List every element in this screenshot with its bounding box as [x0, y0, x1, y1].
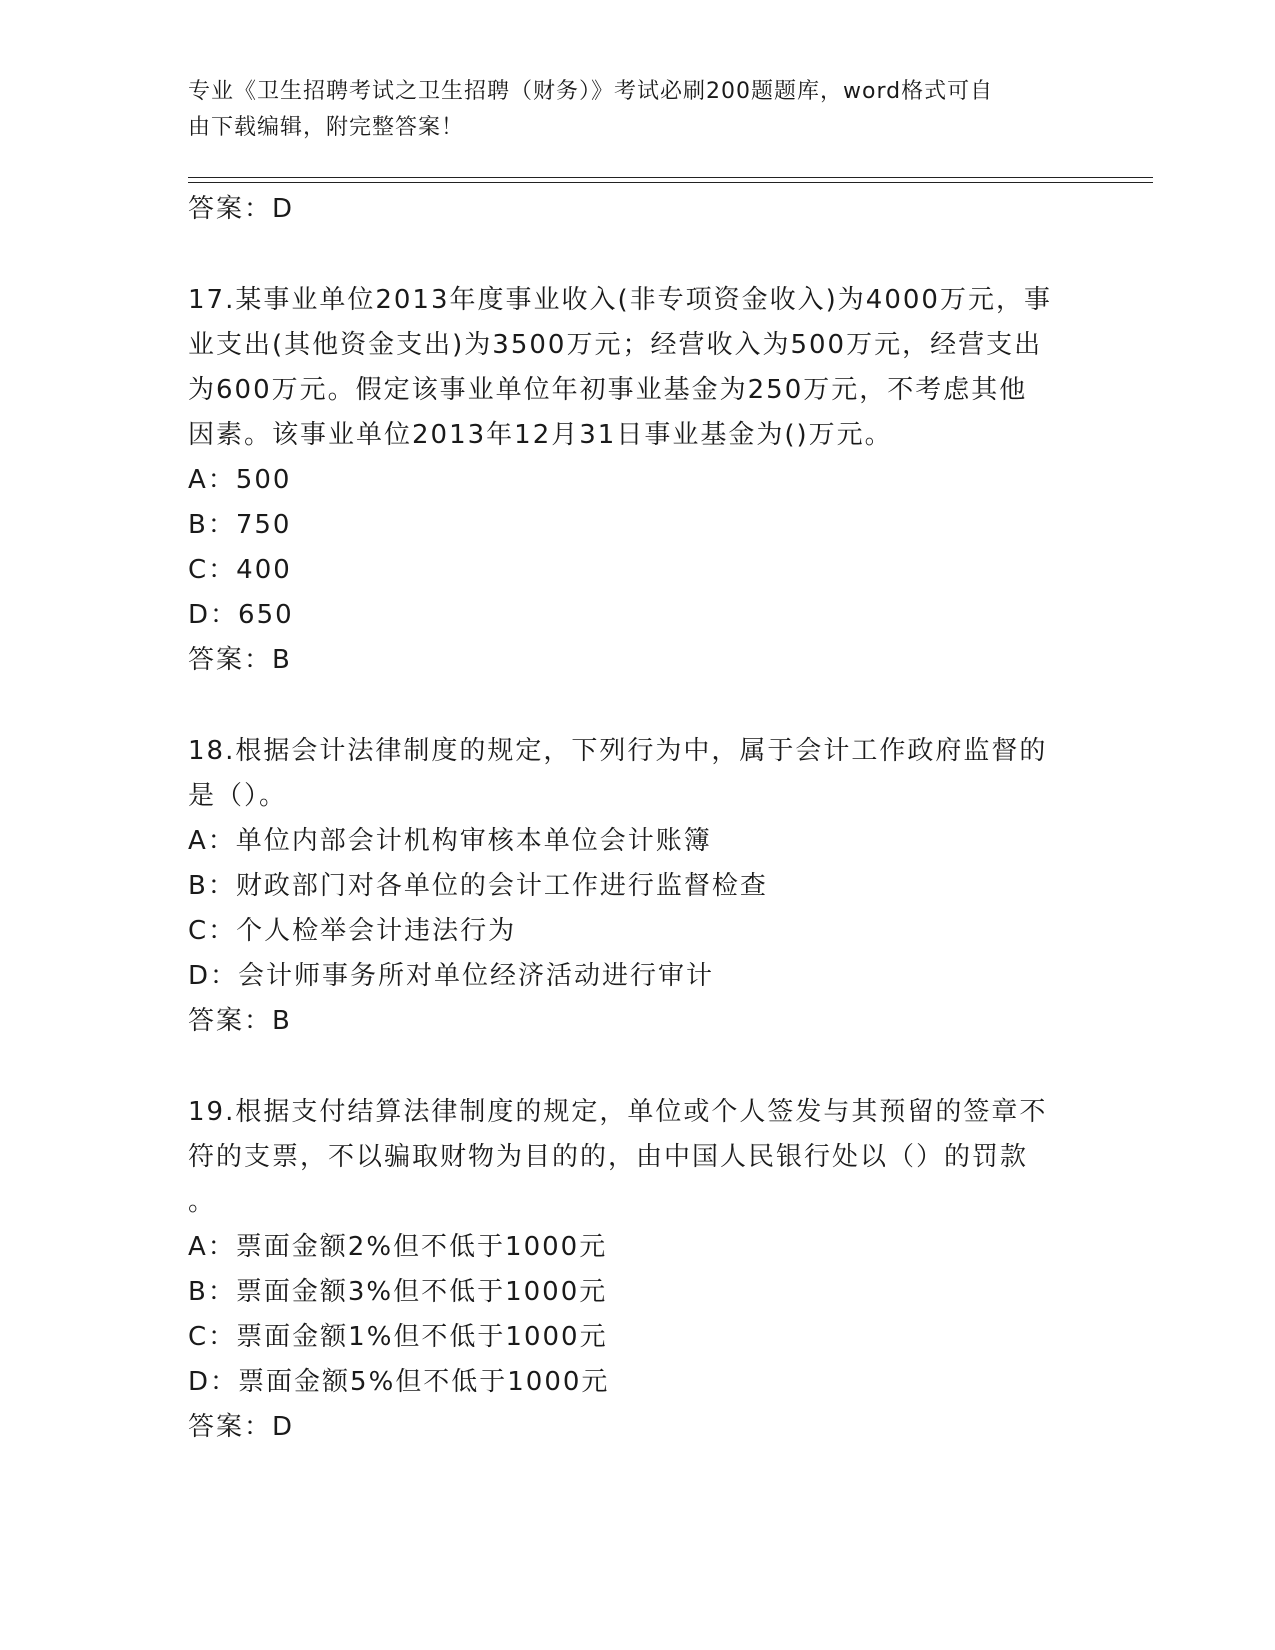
option-a: A：票面金额2%但不低于1000元 — [188, 1232, 608, 1262]
question-text-line: 。 — [188, 1187, 217, 1217]
header-divider-top — [188, 177, 1153, 178]
option-b: B：票面金额3%但不低于1000元 — [188, 1277, 608, 1307]
question-text-line: 为600万元。假定该事业单位年初事业基金为250万元，不考虑其他 — [188, 375, 1028, 405]
question-19 — [188, 1090, 1078, 1450]
header-divider-bottom — [188, 182, 1153, 183]
document-header — [188, 74, 1068, 146]
question-text-line: 18.根据会计法律制度的规定，下列行为中，属于会计工作政府监督的 — [188, 736, 1048, 766]
option-d: D：650 — [188, 600, 294, 630]
question-18 — [188, 729, 1078, 1044]
option-a: A：单位内部会计机构审核本单位会计账簿 — [188, 826, 712, 856]
question-text-line: 19.根据支付结算法律制度的规定，单位或个人签发与其预留的签章不 — [188, 1097, 1048, 1127]
answer: 答案：B — [188, 645, 292, 675]
option-b: B：750 — [188, 510, 292, 540]
question-17 — [188, 278, 1078, 683]
option-c: C：票面金额1%但不低于1000元 — [188, 1322, 608, 1352]
option-a: A：500 — [188, 465, 292, 495]
question-text-line: 业支出(其他资金支出)为3500万元；经营收入为500万元，经营支出 — [188, 330, 1043, 360]
answer: 答案：D — [188, 1412, 295, 1442]
previous-answer: 答案：D — [188, 194, 295, 224]
header-line-1: 专业《卫生招聘考试之卫生招聘（财务）》考试必刷200题题库，word格式可自 — [188, 79, 994, 104]
question-list — [188, 187, 1078, 1450]
option-d: D：会计师事务所对单位经济活动进行审计 — [188, 961, 715, 991]
question-text-line: 符的支票，不以骗取财物为目的的，由中国人民银行处以（）的罚款 — [188, 1142, 1029, 1172]
question-text-line: 17.某事业单位2013年度事业收入(非专项资金收入)为4000万元，事 — [188, 285, 1052, 315]
question-text-line: 因素。该事业单位2013年12月31日事业基金为()万元。 — [188, 420, 893, 450]
option-c: C：个人检举会计违法行为 — [188, 916, 517, 946]
question-text-line: 是（）。 — [188, 781, 288, 811]
option-d: D：票面金额5%但不低于1000元 — [188, 1367, 610, 1397]
answer: 答案：B — [188, 1006, 292, 1036]
option-b: B：财政部门对各单位的会计工作进行监督检查 — [188, 871, 768, 901]
option-c: C：400 — [188, 555, 292, 585]
header-line-2: 由下载编辑，附完整答案！ — [188, 115, 465, 140]
